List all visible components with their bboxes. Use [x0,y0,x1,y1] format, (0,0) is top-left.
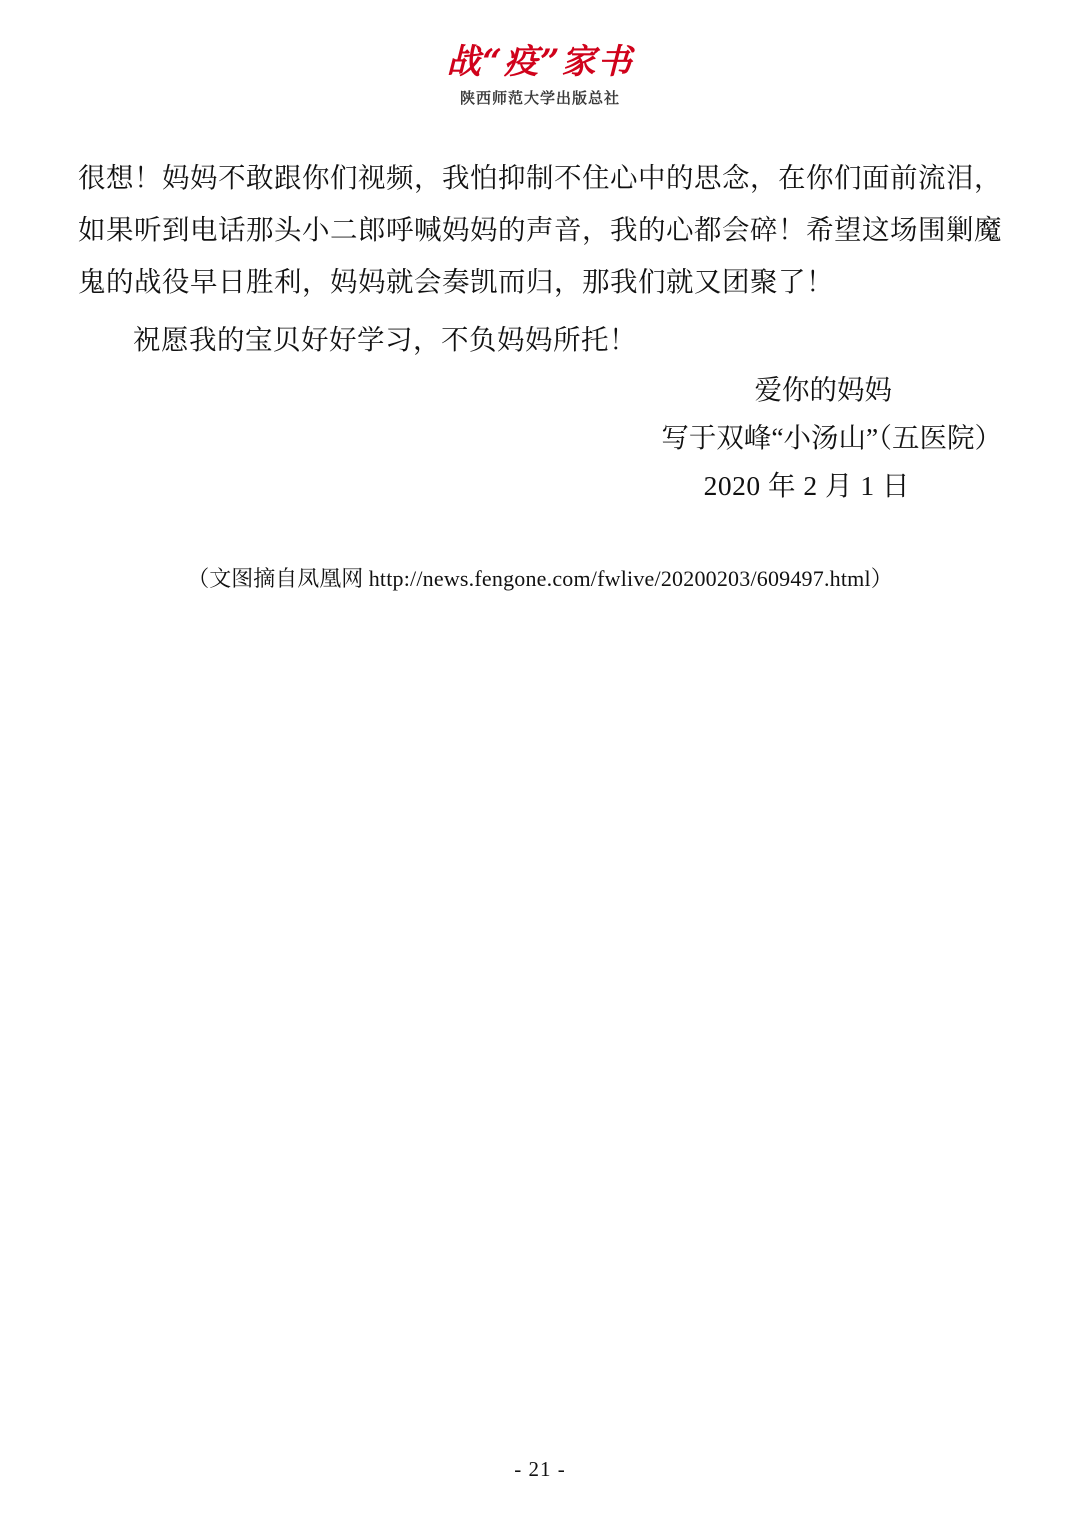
source-url: http://news.fengone.com/fwlive/20200203/609497.html [368,566,871,591]
signature-author: 爱你的妈妈 [754,374,892,405]
book-title: 战“疫”家书 [446,42,634,82]
signature-date: 2020 年 2 月 1 日 [703,470,910,501]
letter-body [78,152,1002,366]
page-number: - 21 - [514,1457,566,1481]
source-note [78,562,1002,596]
letter-paragraph: 祝愿我的宝贝好好学习，不负妈妈所托！ [133,324,637,355]
letter-paragraph: 很想！妈妈不敢跟你们视频，我怕抑制不住心中的思念，在你们面前流泪，如果听到电话那头小二郎呼喊妈妈的声音，我的心都会碎！希望这场围剿魔鬼的战役早日胜利，妈妈就会奏凯而归，那我们就又团聚了！ [78,162,1002,297]
publisher-name: 陕西师范大学出版总社 [459,91,620,108]
source-note-prefix: （文图摘自凤凰网 [187,566,369,591]
signature-place: 写于双峰“小汤山”（五医院） [661,422,1002,453]
source-note-suffix: ） [870,566,893,591]
signature-block [78,366,1002,510]
masthead [0,44,1080,108]
